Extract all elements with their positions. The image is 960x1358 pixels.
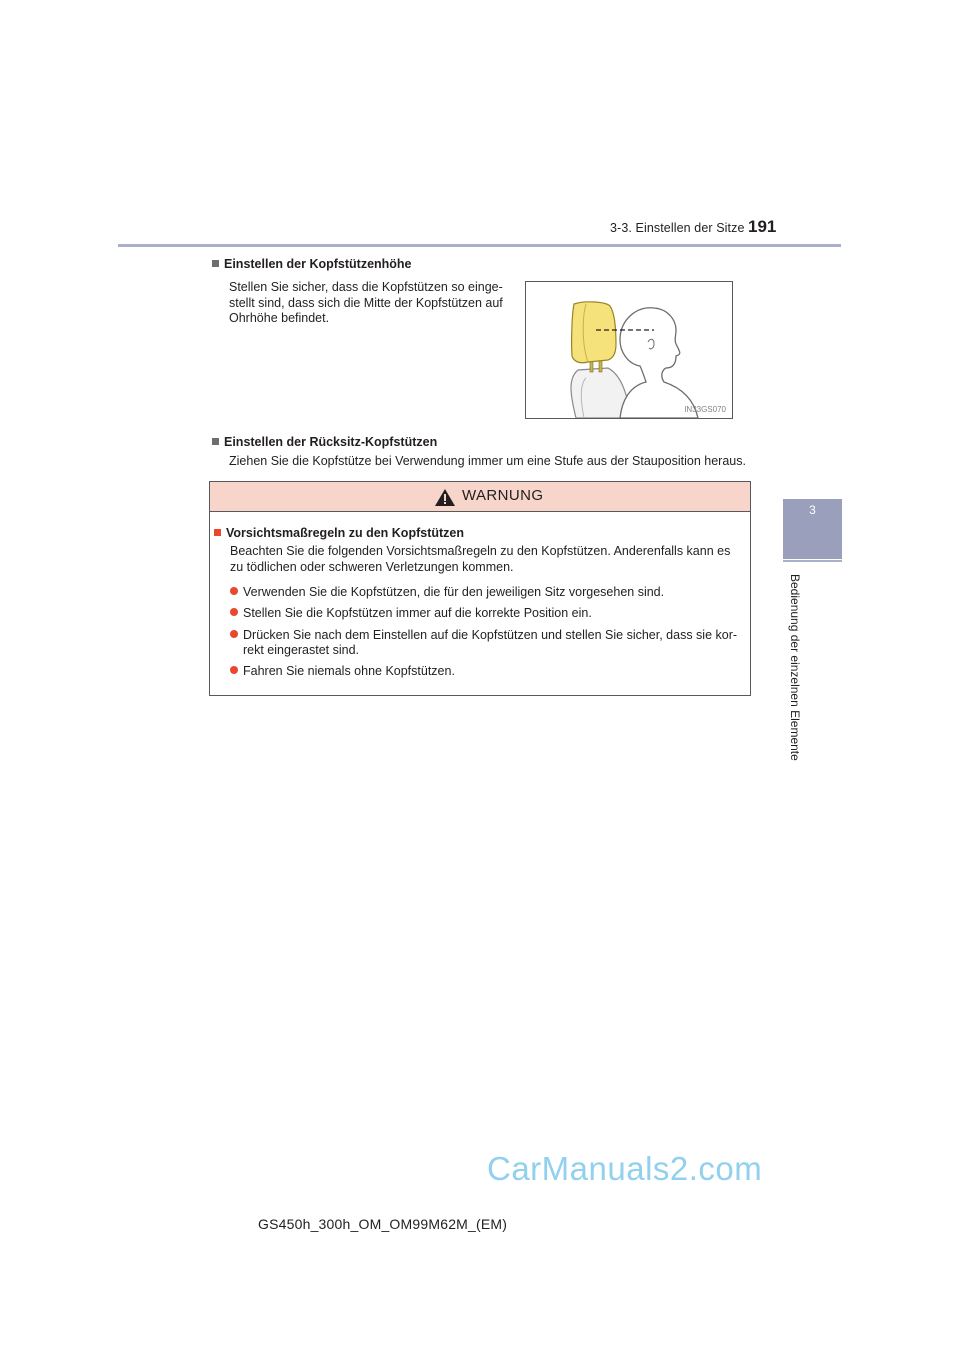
chapter-title: Bedienung der einzelnen Elemente: [788, 574, 802, 761]
section-paragraph: [229, 280, 506, 327]
heading-text: Einstellen der Rücksitz-Kopfstützen: [224, 435, 438, 449]
bullet-dot-icon: [230, 587, 238, 595]
heading-text: Vorsichtsmaßregeln zu den Kopfstützen: [226, 526, 464, 540]
section-title: 3-3. Einstellen der Sitze: [610, 221, 745, 235]
watermark: CarManuals2.com: [487, 1150, 763, 1187]
paragraph-line: stellt sind, dass sich die Mitte der Kopfstützen auf: [229, 295, 503, 310]
header-rule: [118, 244, 841, 247]
section-paragraph: Ziehen Sie die Kopfstütze bei Verwendung immer um eine Stufe aus der Stauposition heraus.: [229, 454, 746, 468]
warning-box: [209, 481, 751, 696]
warning-title: WARNUNG: [462, 487, 544, 504]
warning-triangle-icon: [435, 489, 455, 506]
warning-header: [210, 482, 750, 512]
square-bullet-icon: [212, 260, 219, 267]
chapter-number: 3: [809, 503, 816, 517]
warning-bullet: [230, 628, 745, 644]
square-bullet-icon: [214, 529, 221, 536]
bullet-text: Fahren Sie niemals ohne Kopfstützen.: [243, 664, 455, 678]
heading-text: Einstellen der Kopfstützenhöhe: [224, 257, 412, 271]
bullet-text: Drücken Sie nach dem Einstellen auf die Kopfstützen und stellen Sie sicher, dass sie kor-: [243, 628, 738, 642]
figure-code: IN33GS070: [684, 405, 726, 414]
warning-heading: [214, 526, 464, 540]
bullet-dot-icon: [230, 630, 238, 638]
paragraph-line: zu tödlichen oder schweren Verletzungen kommen.: [230, 559, 514, 574]
bullet-text: Verwenden Sie die Kopfstützen, die für den jeweiligen Sitz vorgesehen sind.: [243, 585, 665, 599]
footer-doc-id: GS450h_300h_OM_OM99M62M_(EM): [258, 1216, 508, 1232]
bullet-dot-icon: [230, 666, 238, 674]
chapter-rule: [783, 560, 842, 562]
paragraph-line: Beachten Sie die folgenden Vorsichtsmaßregeln zu den Kopfstützen. Anderenfalls kann es: [230, 544, 731, 558]
bullet-text: Stellen Sie die Kopfstützen immer auf die korrekte Position ein.: [243, 606, 592, 620]
section-heading-headrest-height: [212, 257, 412, 271]
warning-bullet: [230, 606, 745, 622]
square-bullet-icon: [212, 438, 219, 445]
paragraph-line: Stellen Sie sicher, dass die Kopfstützen so einge-: [229, 280, 503, 294]
warning-bullet-continuation: rekt eingerastet sind.: [243, 643, 360, 657]
bullet-dot-icon: [230, 608, 238, 616]
warning-bullet: [230, 664, 745, 680]
page-number: 191: [748, 217, 777, 236]
paragraph-line: Ohrhöhe befindet.: [229, 311, 330, 325]
warning-intro: [230, 544, 745, 575]
headrest-diagram: [526, 282, 732, 418]
warning-bullet: [230, 585, 745, 601]
headrest-illustration: [525, 281, 733, 419]
section-heading-rear-headrests: [212, 435, 437, 449]
